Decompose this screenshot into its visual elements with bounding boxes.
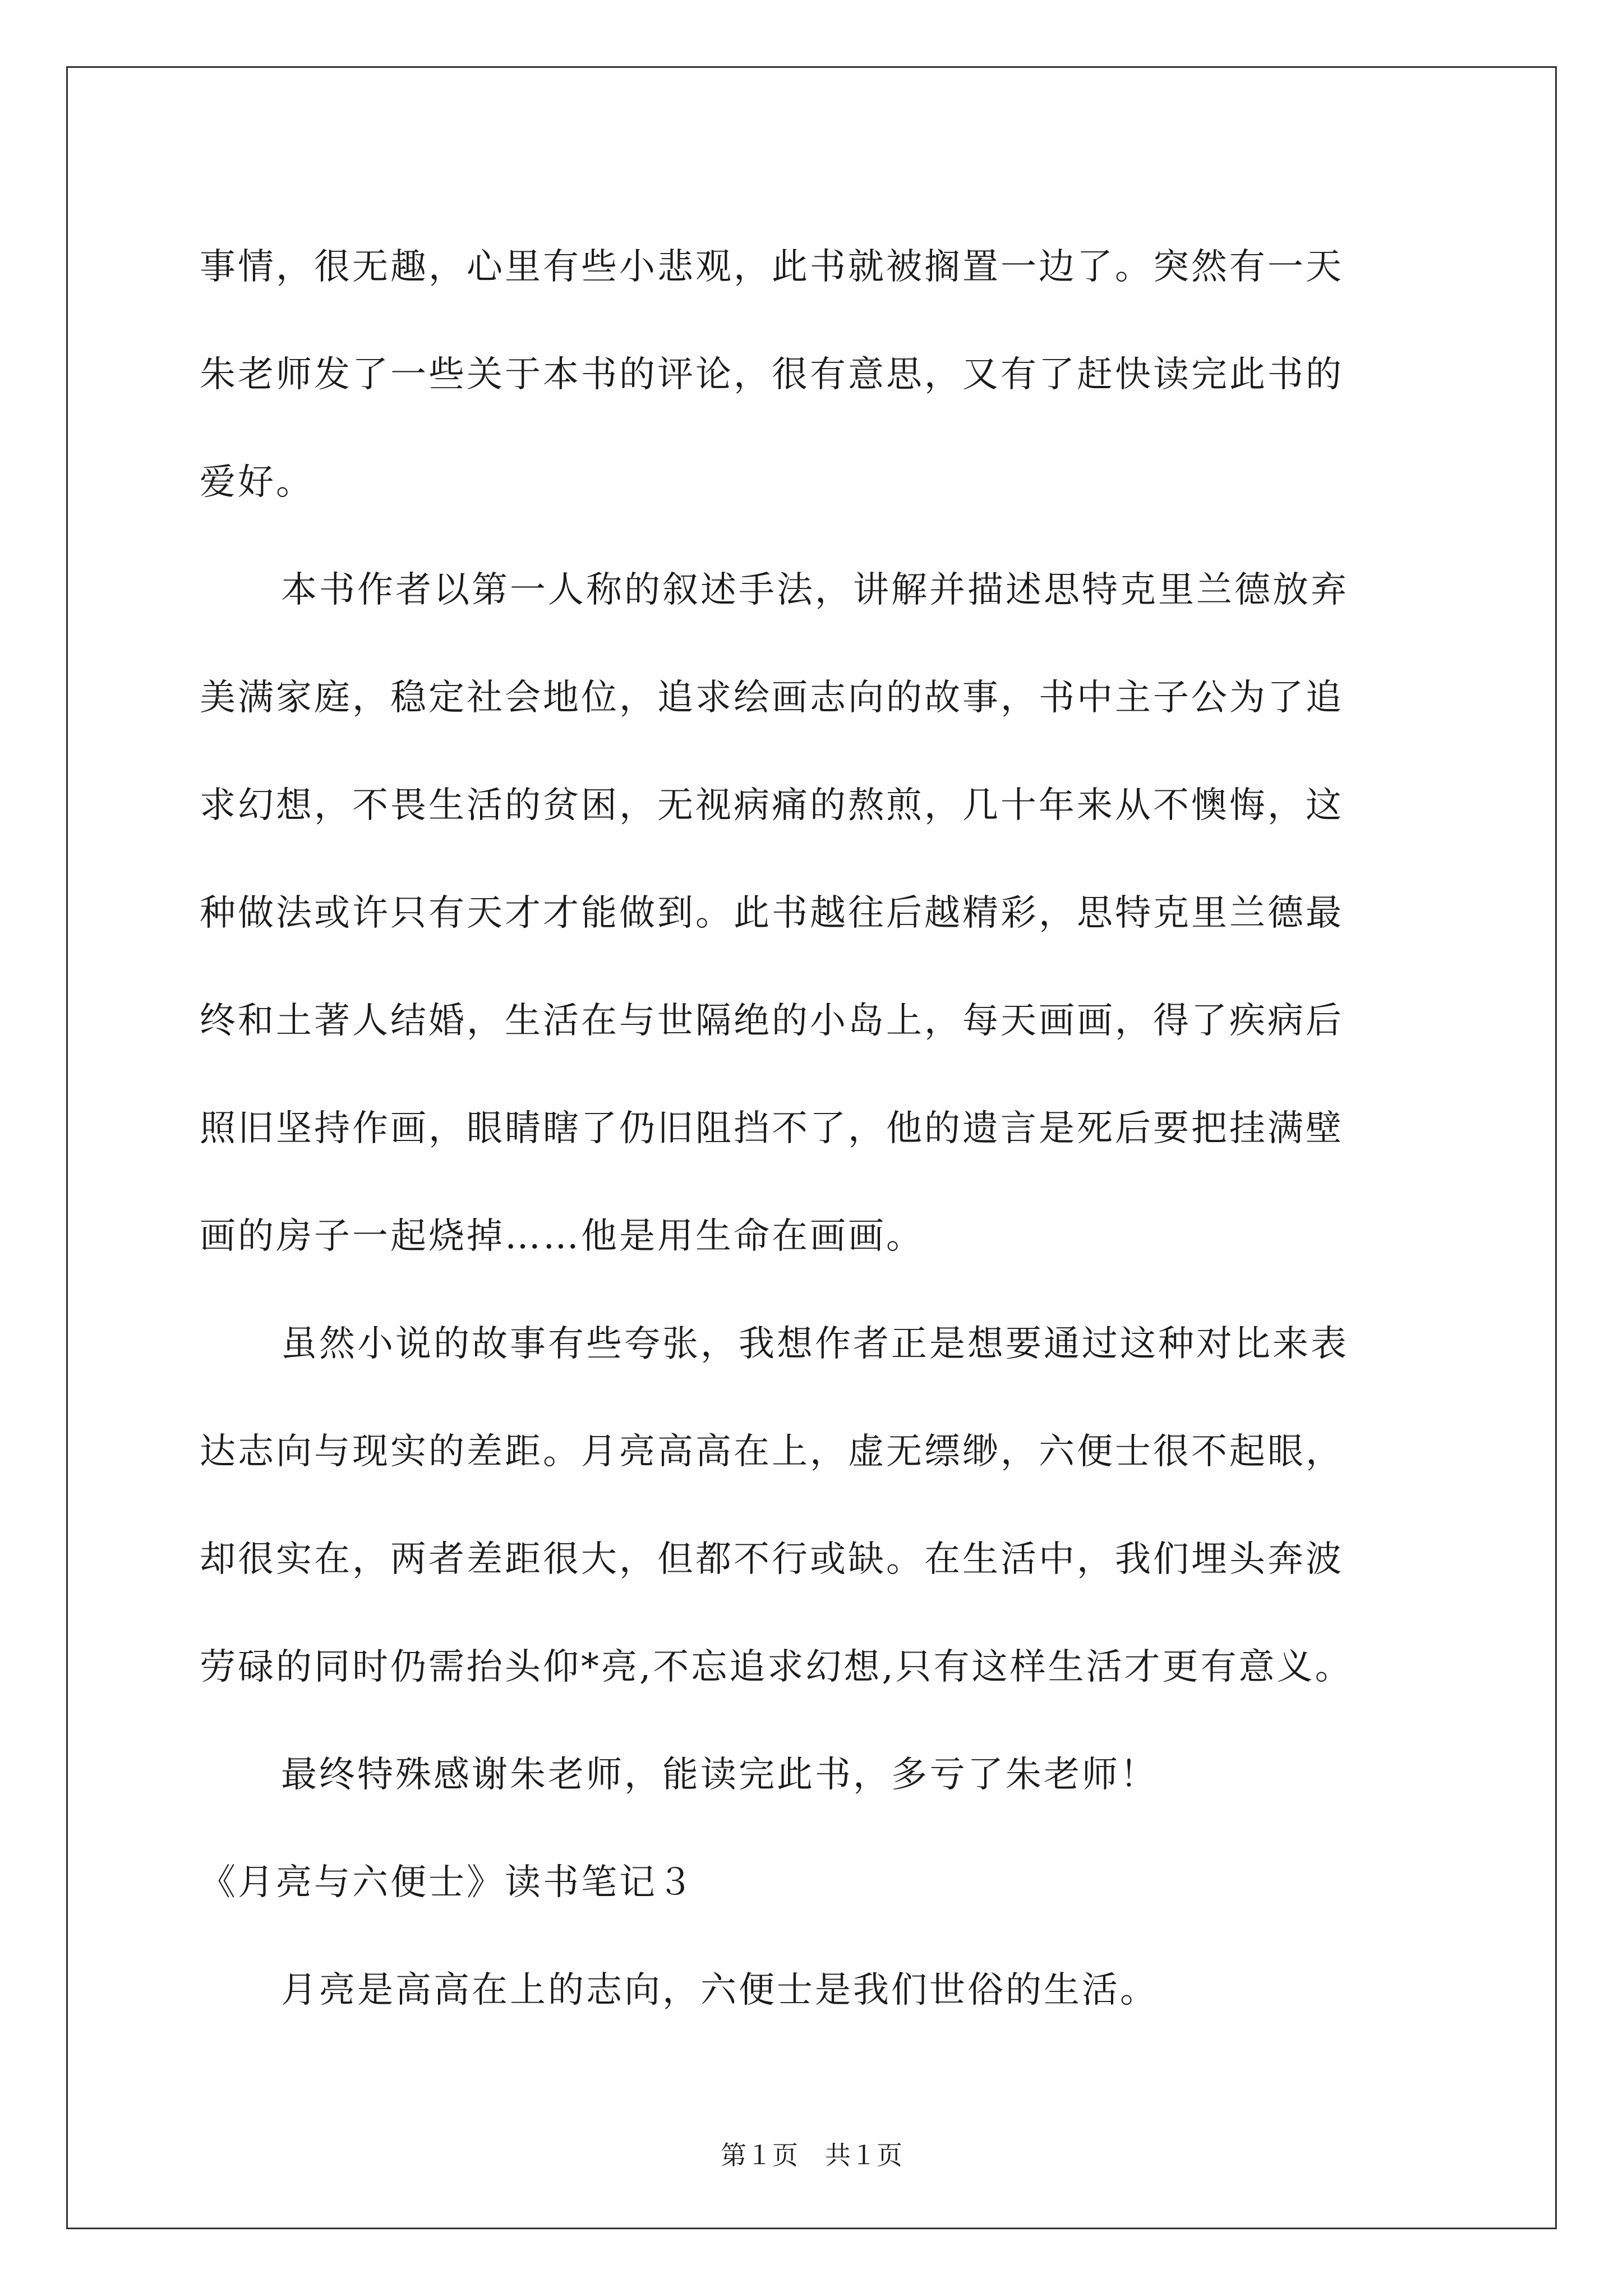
paragraph-2-line-7: 画的房子一起烧掉……他是用生命在画画。 — [200, 1216, 924, 1257]
page-footer — [0, 2135, 1623, 2172]
section-heading: 《月亮与六便士》读书笔记３ — [200, 1862, 695, 1903]
paragraph-1-line-1: 事情，很无趣，心里有些小悲观，此书就被搁置一边了。突然有一天 — [200, 246, 1344, 288]
paragraph-2 — [200, 536, 1428, 1290]
paragraph-3-line-2: 达志向与现实的差距。月亮高高在上，虚无缥缈，六便士很不起眼， — [200, 1431, 1344, 1473]
paragraph-2-line-1: 本书作者以第一人称的叙述手法，讲解并描述思特克里兰德放弃 — [281, 569, 1349, 611]
paragraph-1-line-3: 爱好。 — [200, 462, 314, 503]
paragraph-2-line-4: 种做法或许只有天才才能做到。此书越往后越精彩，思特克里兰德最 — [200, 892, 1344, 934]
paragraph-4 — [200, 1721, 1428, 1829]
paragraph-3-line-3: 却很实在，两者差距很大，但都不行或缺。在生活中，我们埋头奔波 — [200, 1539, 1344, 1580]
paragraph-3-line-1: 虽然小说的故事有些夸张，我想作者正是想要通过这种对比来表 — [281, 1323, 1349, 1365]
paragraph-2-line-6: 照旧坚持作画，眼睛瞎了仍旧阻挡不了，他的遗言是死后要把挂满壁 — [200, 1108, 1344, 1149]
paragraph-2-line-2: 美满家庭，稳定社会地位，追求绘画志向的故事，书中主子公为了追 — [200, 677, 1344, 719]
page-number: 第１页 — [721, 2140, 798, 2170]
final-paragraph: 月亮是高高在上的志向，六便士是我们世俗的生活。 — [281, 1970, 1158, 2011]
paragraph-1-line-2: 朱老师发了一些关于本书的评论，很有意思，又有了赶快读完此书的 — [200, 354, 1344, 395]
page-total: 共１页 — [825, 2140, 902, 2170]
paragraph-4-line-1: 最终特殊感谢朱老师，能读完此书，多亏了朱老师！ — [281, 1754, 1158, 1796]
paragraph-3-line-4: 劳碌的同时仍需抬头仰*亮,不忘追求幻想,只有这样生活才更有意义。 — [200, 1646, 1353, 1688]
paragraph-2-line-3: 求幻想，不畏生活的贫困，无视病痛的熬煎，几十年来从不懊悔，这 — [200, 785, 1344, 826]
paragraph-3 — [200, 1290, 1428, 1721]
document-body — [200, 213, 1428, 2044]
paragraph-2-line-5: 终和土著人结婚，生活在与世隔绝的小岛上，每天画画，得了疾病后 — [200, 1000, 1344, 1042]
paragraph-1 — [200, 213, 1428, 536]
